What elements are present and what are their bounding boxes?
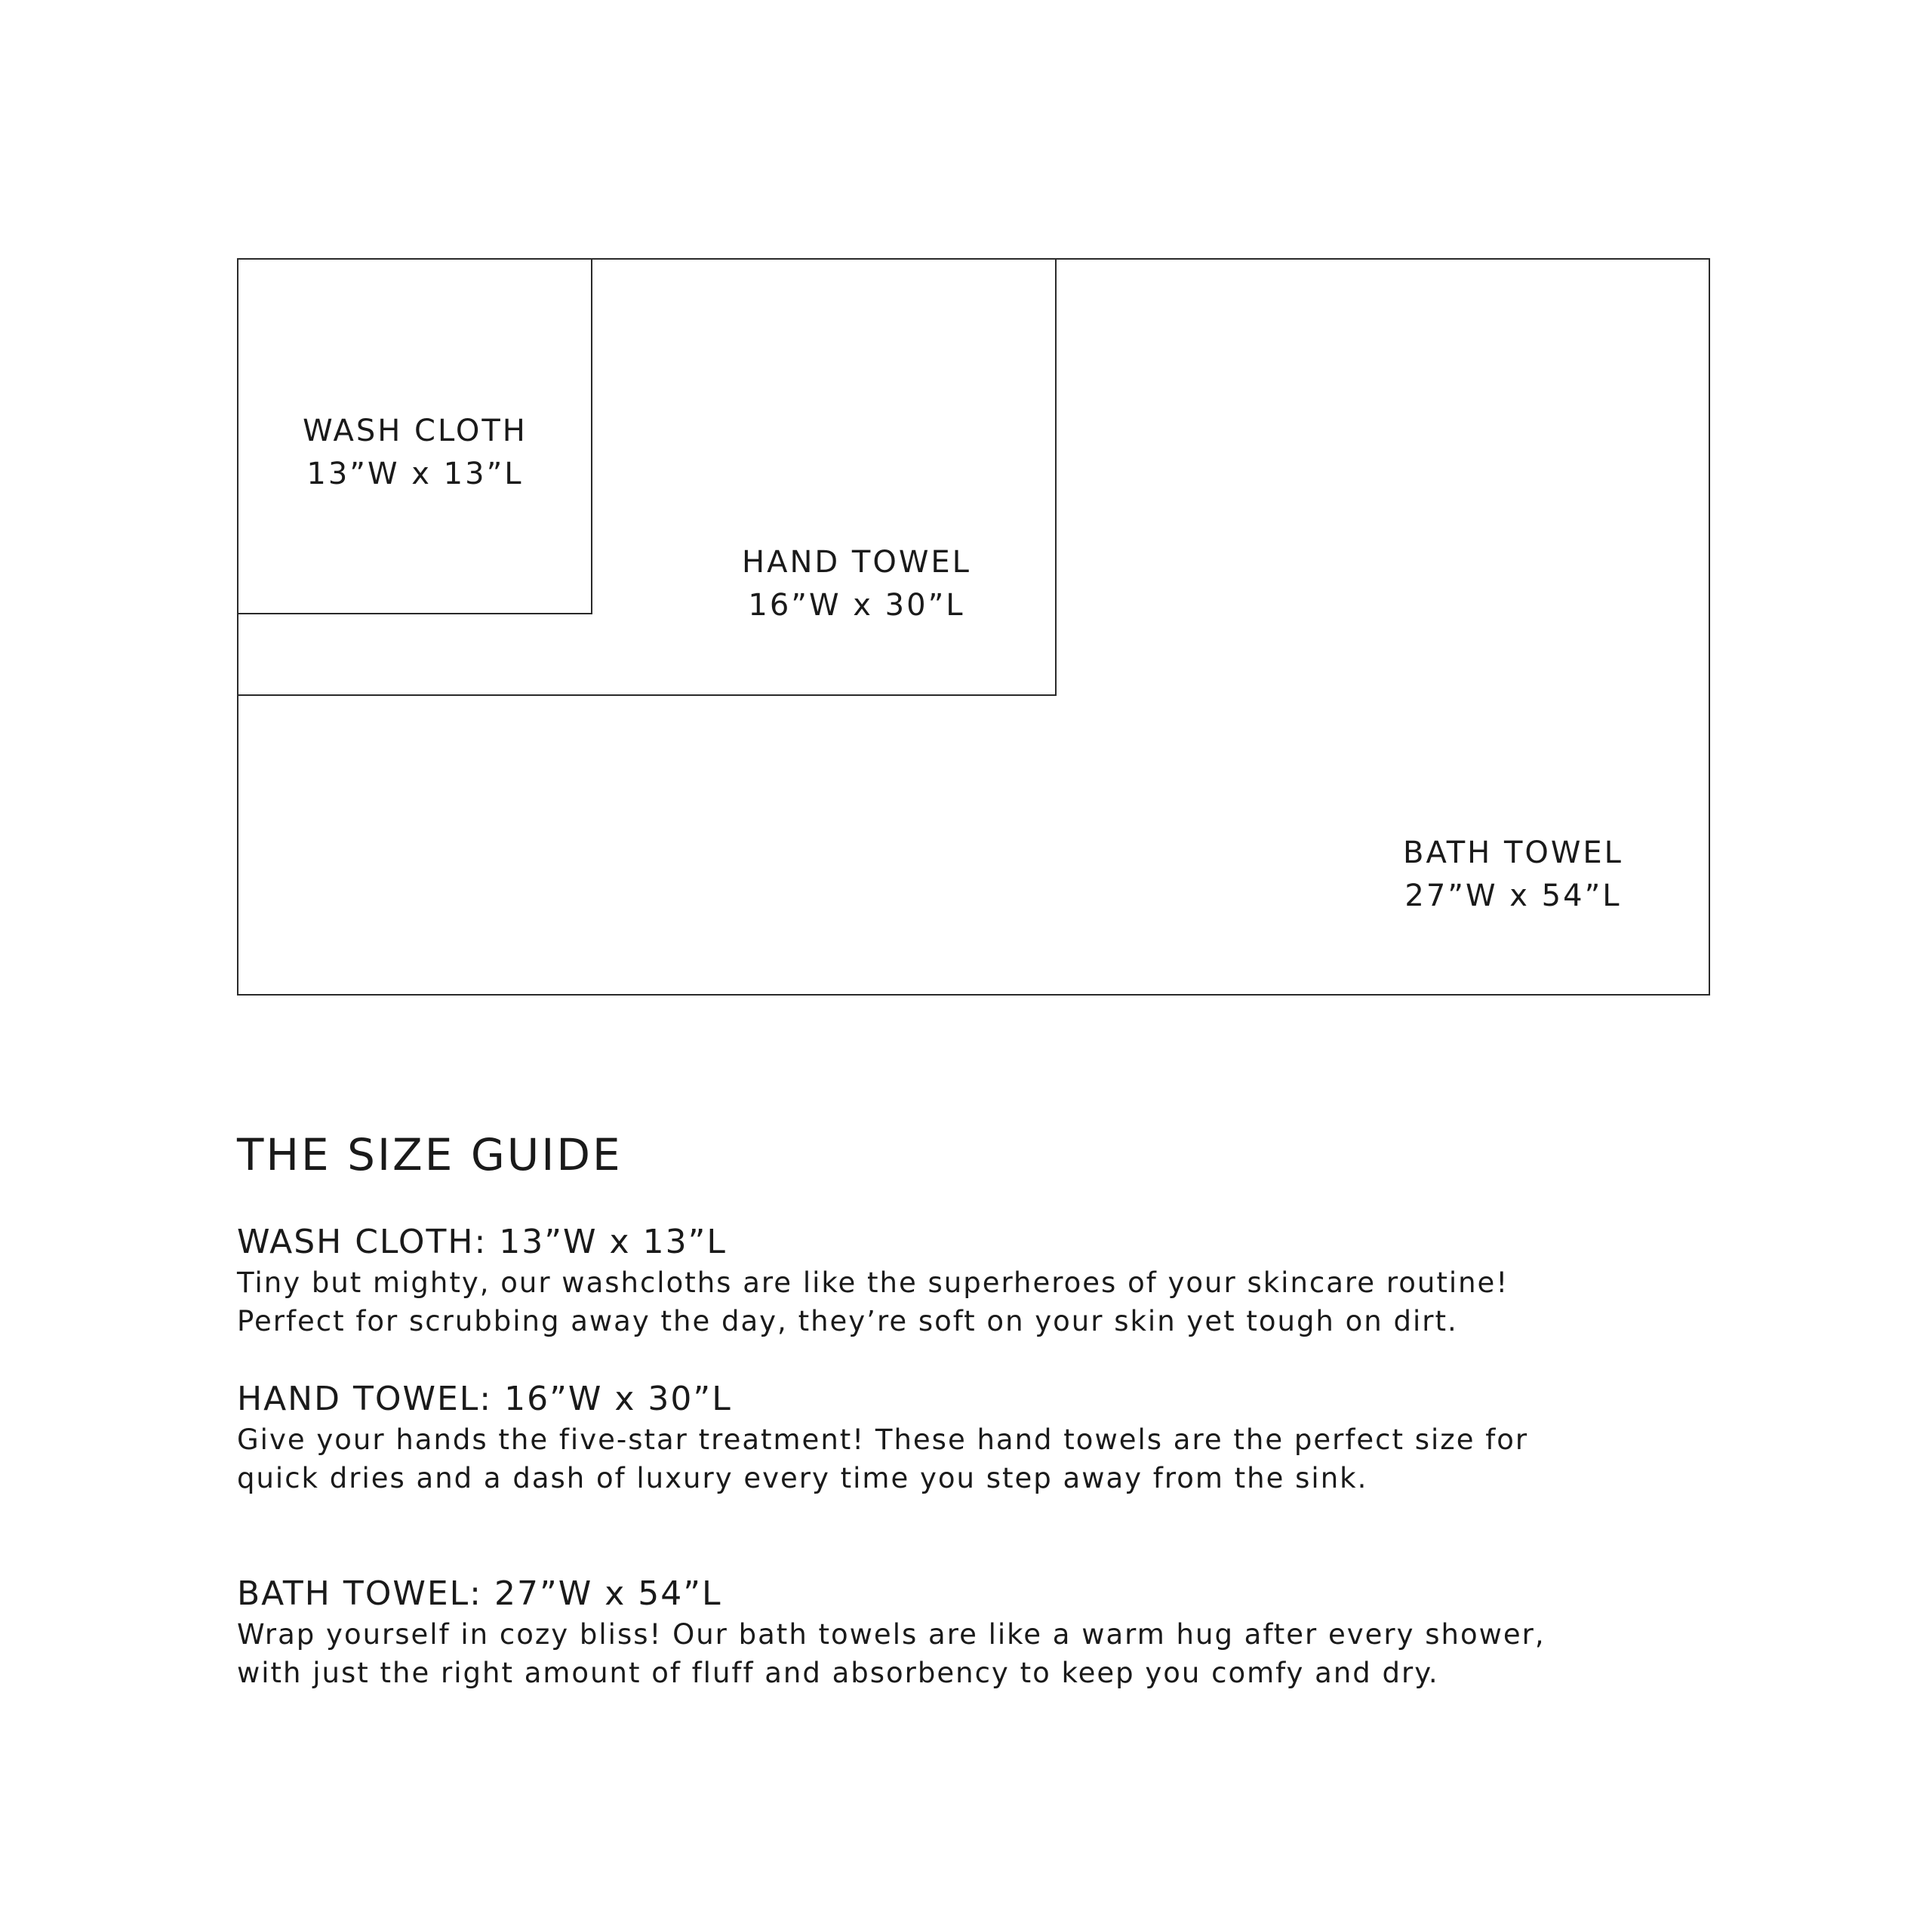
size-guide-entry-bath-towel bbox=[237, 1573, 1739, 1692]
entry-description-line: Give your hands the five-star treatment! These hand towels are the perfect size for bbox=[237, 1423, 1529, 1456]
entry-heading: BATH TOWEL: 27”W x 54”L bbox=[237, 1574, 722, 1613]
hand-towel-size: 16”W x 30”L bbox=[748, 588, 965, 623]
entry-description-line: with just the right amount of fluff and absorbency to keep you comfy and dry. bbox=[237, 1657, 1439, 1689]
entry-heading: HAND TOWEL: 16”W x 30”L bbox=[237, 1380, 732, 1418]
entry-description-line: Tiny but mighty, our washcloths are like the superheroes of your skincare routine! bbox=[237, 1266, 1509, 1299]
bath-towel-name: BATH TOWEL bbox=[1403, 836, 1623, 870]
bath-towel-size: 27”W x 54”L bbox=[1404, 879, 1622, 913]
size-guide-entry-wash-cloth bbox=[237, 1221, 1739, 1340]
entry-description-line: quick dries and a dash of luxury every time you step away from the sink. bbox=[237, 1462, 1368, 1494]
hand-towel-label bbox=[717, 541, 996, 627]
entry-heading: WASH CLOTH: 13”W x 13”L bbox=[237, 1223, 727, 1261]
wash-cloth-label bbox=[287, 410, 543, 496]
size-guide-title: THE SIZE GUIDE bbox=[237, 1129, 623, 1180]
hand-towel-name: HAND TOWEL bbox=[742, 545, 971, 580]
wash-cloth-size: 13”W x 13”L bbox=[306, 457, 524, 491]
entry-description-line: Perfect for scrubbing away the day, they’re soft on your skin yet tough on dirt. bbox=[237, 1305, 1458, 1337]
size-guide bbox=[237, 1125, 1739, 1692]
wash-cloth-name: WASH CLOTH bbox=[303, 414, 528, 448]
bath-towel-label bbox=[1374, 832, 1653, 918]
size-guide-entry-hand-towel bbox=[237, 1378, 1739, 1497]
entry-description-line: Wrap yourself in cozy bliss! Our bath towels are like a warm hug after every shower, bbox=[237, 1618, 1546, 1651]
